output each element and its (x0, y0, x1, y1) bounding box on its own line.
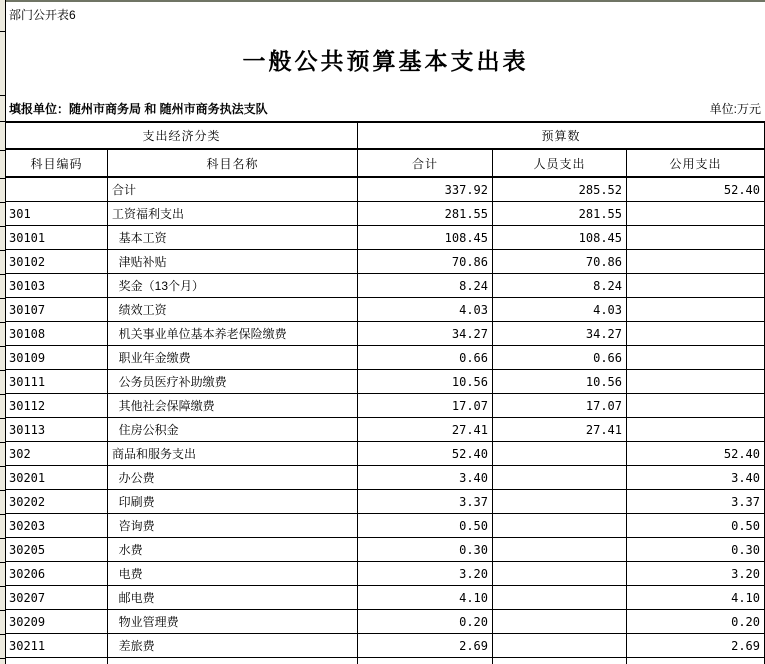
cell-subject-code[interactable]: 30112 (6, 394, 108, 418)
gutter-gridline-tick (0, 202, 5, 203)
cell-personnel-value[interactable]: 8.24 (493, 274, 627, 298)
cell-personnel-value[interactable]: 108.45 (493, 226, 627, 250)
cell-subject-name[interactable]: 合计 (108, 178, 358, 202)
page-title: 一般公共预算基本支出表 (242, 48, 529, 74)
cell-public-value[interactable] (627, 370, 765, 394)
cell-total-value[interactable]: 0.50 (358, 514, 493, 538)
header-budget-figures[interactable]: 预算数 (358, 123, 765, 150)
cell-empty[interactable] (358, 658, 493, 664)
cell-total-value[interactable]: 70.86 (358, 250, 493, 274)
cell-personnel-value[interactable] (493, 490, 627, 514)
reporting-unit-label: 填报单位：随州市商务局 和 随州市商务执法支队 (9, 102, 268, 116)
cell-public-value[interactable]: 3.37 (627, 490, 765, 514)
gutter-gridline-tick (0, 150, 5, 151)
cell-public-value[interactable] (627, 250, 765, 274)
cell-subject-name[interactable]: 电费 (108, 562, 358, 586)
gutter-gridline-tick (0, 466, 5, 467)
cell-public-value[interactable] (627, 418, 765, 442)
gutter-gridline-tick (0, 226, 5, 227)
cell-personnel-value[interactable]: 281.55 (493, 202, 627, 226)
cell-total-value[interactable]: 281.55 (358, 202, 493, 226)
cell-subject-code[interactable]: 30111 (6, 370, 108, 394)
cell-subject-name[interactable]: 机关事业单位基本养老保险缴费 (108, 322, 358, 346)
cell-total-value[interactable]: 108.45 (358, 226, 493, 250)
header-personnel-expenditure[interactable]: 人员支出 (493, 150, 627, 178)
cell-public-value[interactable]: 0.50 (627, 514, 765, 538)
cell-subject-code[interactable]: 30109 (6, 346, 108, 370)
cell-subject-name[interactable]: 基本工资 (108, 226, 358, 250)
cell-subject-code[interactable]: 30113 (6, 418, 108, 442)
cell-total-value[interactable]: 34.27 (358, 322, 493, 346)
cell-empty[interactable] (627, 658, 765, 664)
cell-subject-code[interactable]: 30107 (6, 298, 108, 322)
cell-public-value[interactable]: 4.10 (627, 586, 765, 610)
cell-public-value[interactable] (627, 298, 765, 322)
gutter-gridline-tick (0, 538, 5, 539)
gutter-gridline-tick (0, 346, 5, 347)
cell-subject-code[interactable] (6, 178, 108, 202)
cell-subject-name[interactable]: 商品和服务支出 (108, 442, 358, 466)
cell-personnel-value[interactable]: 0.66 (493, 346, 627, 370)
gutter-gridline-tick (0, 658, 5, 659)
gutter-gridline-tick (0, 610, 5, 611)
cell-total-value[interactable]: 0.30 (358, 538, 493, 562)
gutter-gridline-tick (0, 121, 5, 122)
cell-subject-name[interactable]: 办公费 (108, 466, 358, 490)
cell-subject-code[interactable]: 30211 (6, 634, 108, 658)
cell-subject-name[interactable]: 公务员医疗补助缴费 (108, 370, 358, 394)
unit-note-label: 单位:万元 (709, 102, 761, 116)
cell-total-value[interactable]: 0.20 (358, 610, 493, 634)
cell-subject-code[interactable]: 30201 (6, 466, 108, 490)
cell-total-value[interactable]: 17.07 (358, 394, 493, 418)
cell-subject-name[interactable]: 奖金（13个月） (108, 274, 358, 298)
cell-empty[interactable] (108, 658, 358, 664)
cell-total-value[interactable]: 4.03 (358, 298, 493, 322)
cell-subject-name[interactable]: 工资福利支出 (108, 202, 358, 226)
cell-subject-code[interactable]: 30108 (6, 322, 108, 346)
cell-empty[interactable] (6, 658, 108, 664)
cell-public-value[interactable]: 52.40 (627, 178, 765, 202)
cell-subject-name[interactable]: 绩效工资 (108, 298, 358, 322)
budget-table (6, 121, 765, 664)
sheet-label: 部门公开表6 (9, 8, 76, 22)
header-total[interactable]: 合计 (358, 150, 493, 178)
gutter-gridline-tick (0, 418, 5, 419)
gutter-gridline-tick (0, 562, 5, 563)
cell-public-value[interactable]: 0.20 (627, 610, 765, 634)
cell-personnel-value[interactable]: 70.86 (493, 250, 627, 274)
window-top-edge (0, 0, 765, 2)
gutter-gridline-tick (0, 370, 5, 371)
cell-personnel-value[interactable]: 4.03 (493, 298, 627, 322)
cell-subject-code[interactable]: 30206 (6, 562, 108, 586)
cell-subject-name[interactable]: 住房公积金 (108, 418, 358, 442)
cell-public-value[interactable] (627, 226, 765, 250)
gutter-gridline-tick (0, 442, 5, 443)
header-subject-code[interactable]: 科目编码 (6, 150, 108, 178)
gutter-gridline-tick (0, 322, 5, 323)
cell-subject-name[interactable]: 其他社会保障缴费 (108, 394, 358, 418)
cell-personnel-value[interactable] (493, 562, 627, 586)
cell-personnel-value[interactable] (493, 442, 627, 466)
cell-subject-name[interactable]: 邮电费 (108, 586, 358, 610)
cell-total-value[interactable]: 3.20 (358, 562, 493, 586)
cell-empty[interactable] (493, 658, 627, 664)
cell-personnel-value[interactable] (493, 586, 627, 610)
cell-total-value[interactable]: 3.40 (358, 466, 493, 490)
cell-personnel-value[interactable]: 27.41 (493, 418, 627, 442)
cell-total-value[interactable]: 10.56 (358, 370, 493, 394)
cell-subject-name[interactable]: 差旅费 (108, 634, 358, 658)
cell-personnel-value[interactable] (493, 538, 627, 562)
cell-subject-name[interactable]: 印刷费 (108, 490, 358, 514)
cell-subject-code[interactable]: 30207 (6, 586, 108, 610)
cell-total-value[interactable]: 52.40 (358, 442, 493, 466)
cell-public-value[interactable] (627, 394, 765, 418)
cell-public-value[interactable] (627, 346, 765, 370)
gutter-gridline-tick (0, 514, 5, 515)
cell-subject-name[interactable]: 物业管理费 (108, 610, 358, 634)
cell-subject-code[interactable]: 30102 (6, 250, 108, 274)
cell-total-value[interactable]: 3.37 (358, 490, 493, 514)
cell-subject-name[interactable]: 职业年金缴费 (108, 346, 358, 370)
cell-total-value[interactable]: 2.69 (358, 634, 493, 658)
cell-personnel-value[interactable] (493, 610, 627, 634)
gutter-gridline-tick (0, 394, 5, 395)
cell-total-value[interactable]: 4.10 (358, 586, 493, 610)
gutter-gridline-tick (0, 250, 5, 251)
gutter-gridline-tick (0, 634, 5, 635)
cell-personnel-value[interactable]: 10.56 (493, 370, 627, 394)
cell-subject-name[interactable]: 咨询费 (108, 514, 358, 538)
header-subject-name[interactable]: 科目名称 (108, 150, 358, 178)
cell-personnel-value[interactable] (493, 514, 627, 538)
cell-public-value[interactable] (627, 322, 765, 346)
cell-personnel-value[interactable] (493, 466, 627, 490)
cell-public-value[interactable] (627, 274, 765, 298)
cell-subject-code[interactable]: 30209 (6, 610, 108, 634)
gutter-gridline-tick (0, 490, 5, 491)
cell-public-value[interactable]: 3.20 (627, 562, 765, 586)
cell-personnel-value[interactable] (493, 634, 627, 658)
gutter-gridline-tick (0, 586, 5, 587)
cell-subject-name[interactable]: 水费 (108, 538, 358, 562)
cell-subject-code[interactable]: 302 (6, 442, 108, 466)
cell-total-value[interactable]: 0.66 (358, 346, 493, 370)
cell-personnel-value[interactable]: 17.07 (493, 394, 627, 418)
cell-subject-code[interactable]: 30202 (6, 490, 108, 514)
cell-subject-name[interactable]: 津贴补贴 (108, 250, 358, 274)
cell-public-value[interactable]: 3.40 (627, 466, 765, 490)
cell-public-value[interactable] (627, 202, 765, 226)
cell-subject-code[interactable]: 30103 (6, 274, 108, 298)
cell-total-value[interactable]: 337.92 (358, 178, 493, 202)
cell-public-value[interactable]: 0.30 (627, 538, 765, 562)
cell-personnel-value[interactable]: 285.52 (493, 178, 627, 202)
header-public-expenditure[interactable]: 公用支出 (627, 150, 765, 178)
cell-subject-code[interactable]: 30205 (6, 538, 108, 562)
header-expenditure-classification[interactable]: 支出经济分类 (6, 123, 358, 150)
cell-subject-code[interactable]: 30203 (6, 514, 108, 538)
gutter-gridline-tick (0, 274, 5, 275)
cell-public-value[interactable]: 2.69 (627, 634, 765, 658)
gutter-gridline-tick (0, 95, 5, 96)
cell-subject-code[interactable]: 301 (6, 202, 108, 226)
cell-subject-code[interactable]: 30101 (6, 226, 108, 250)
gutter-gridline-tick (0, 298, 5, 299)
cell-total-value[interactable]: 8.24 (358, 274, 493, 298)
gutter-gridline-tick (0, 31, 5, 32)
cell-total-value[interactable]: 27.41 (358, 418, 493, 442)
cell-public-value[interactable]: 52.40 (627, 442, 765, 466)
gutter-gridline-tick (0, 178, 5, 179)
meta-row (9, 102, 761, 117)
cell-personnel-value[interactable]: 34.27 (493, 322, 627, 346)
